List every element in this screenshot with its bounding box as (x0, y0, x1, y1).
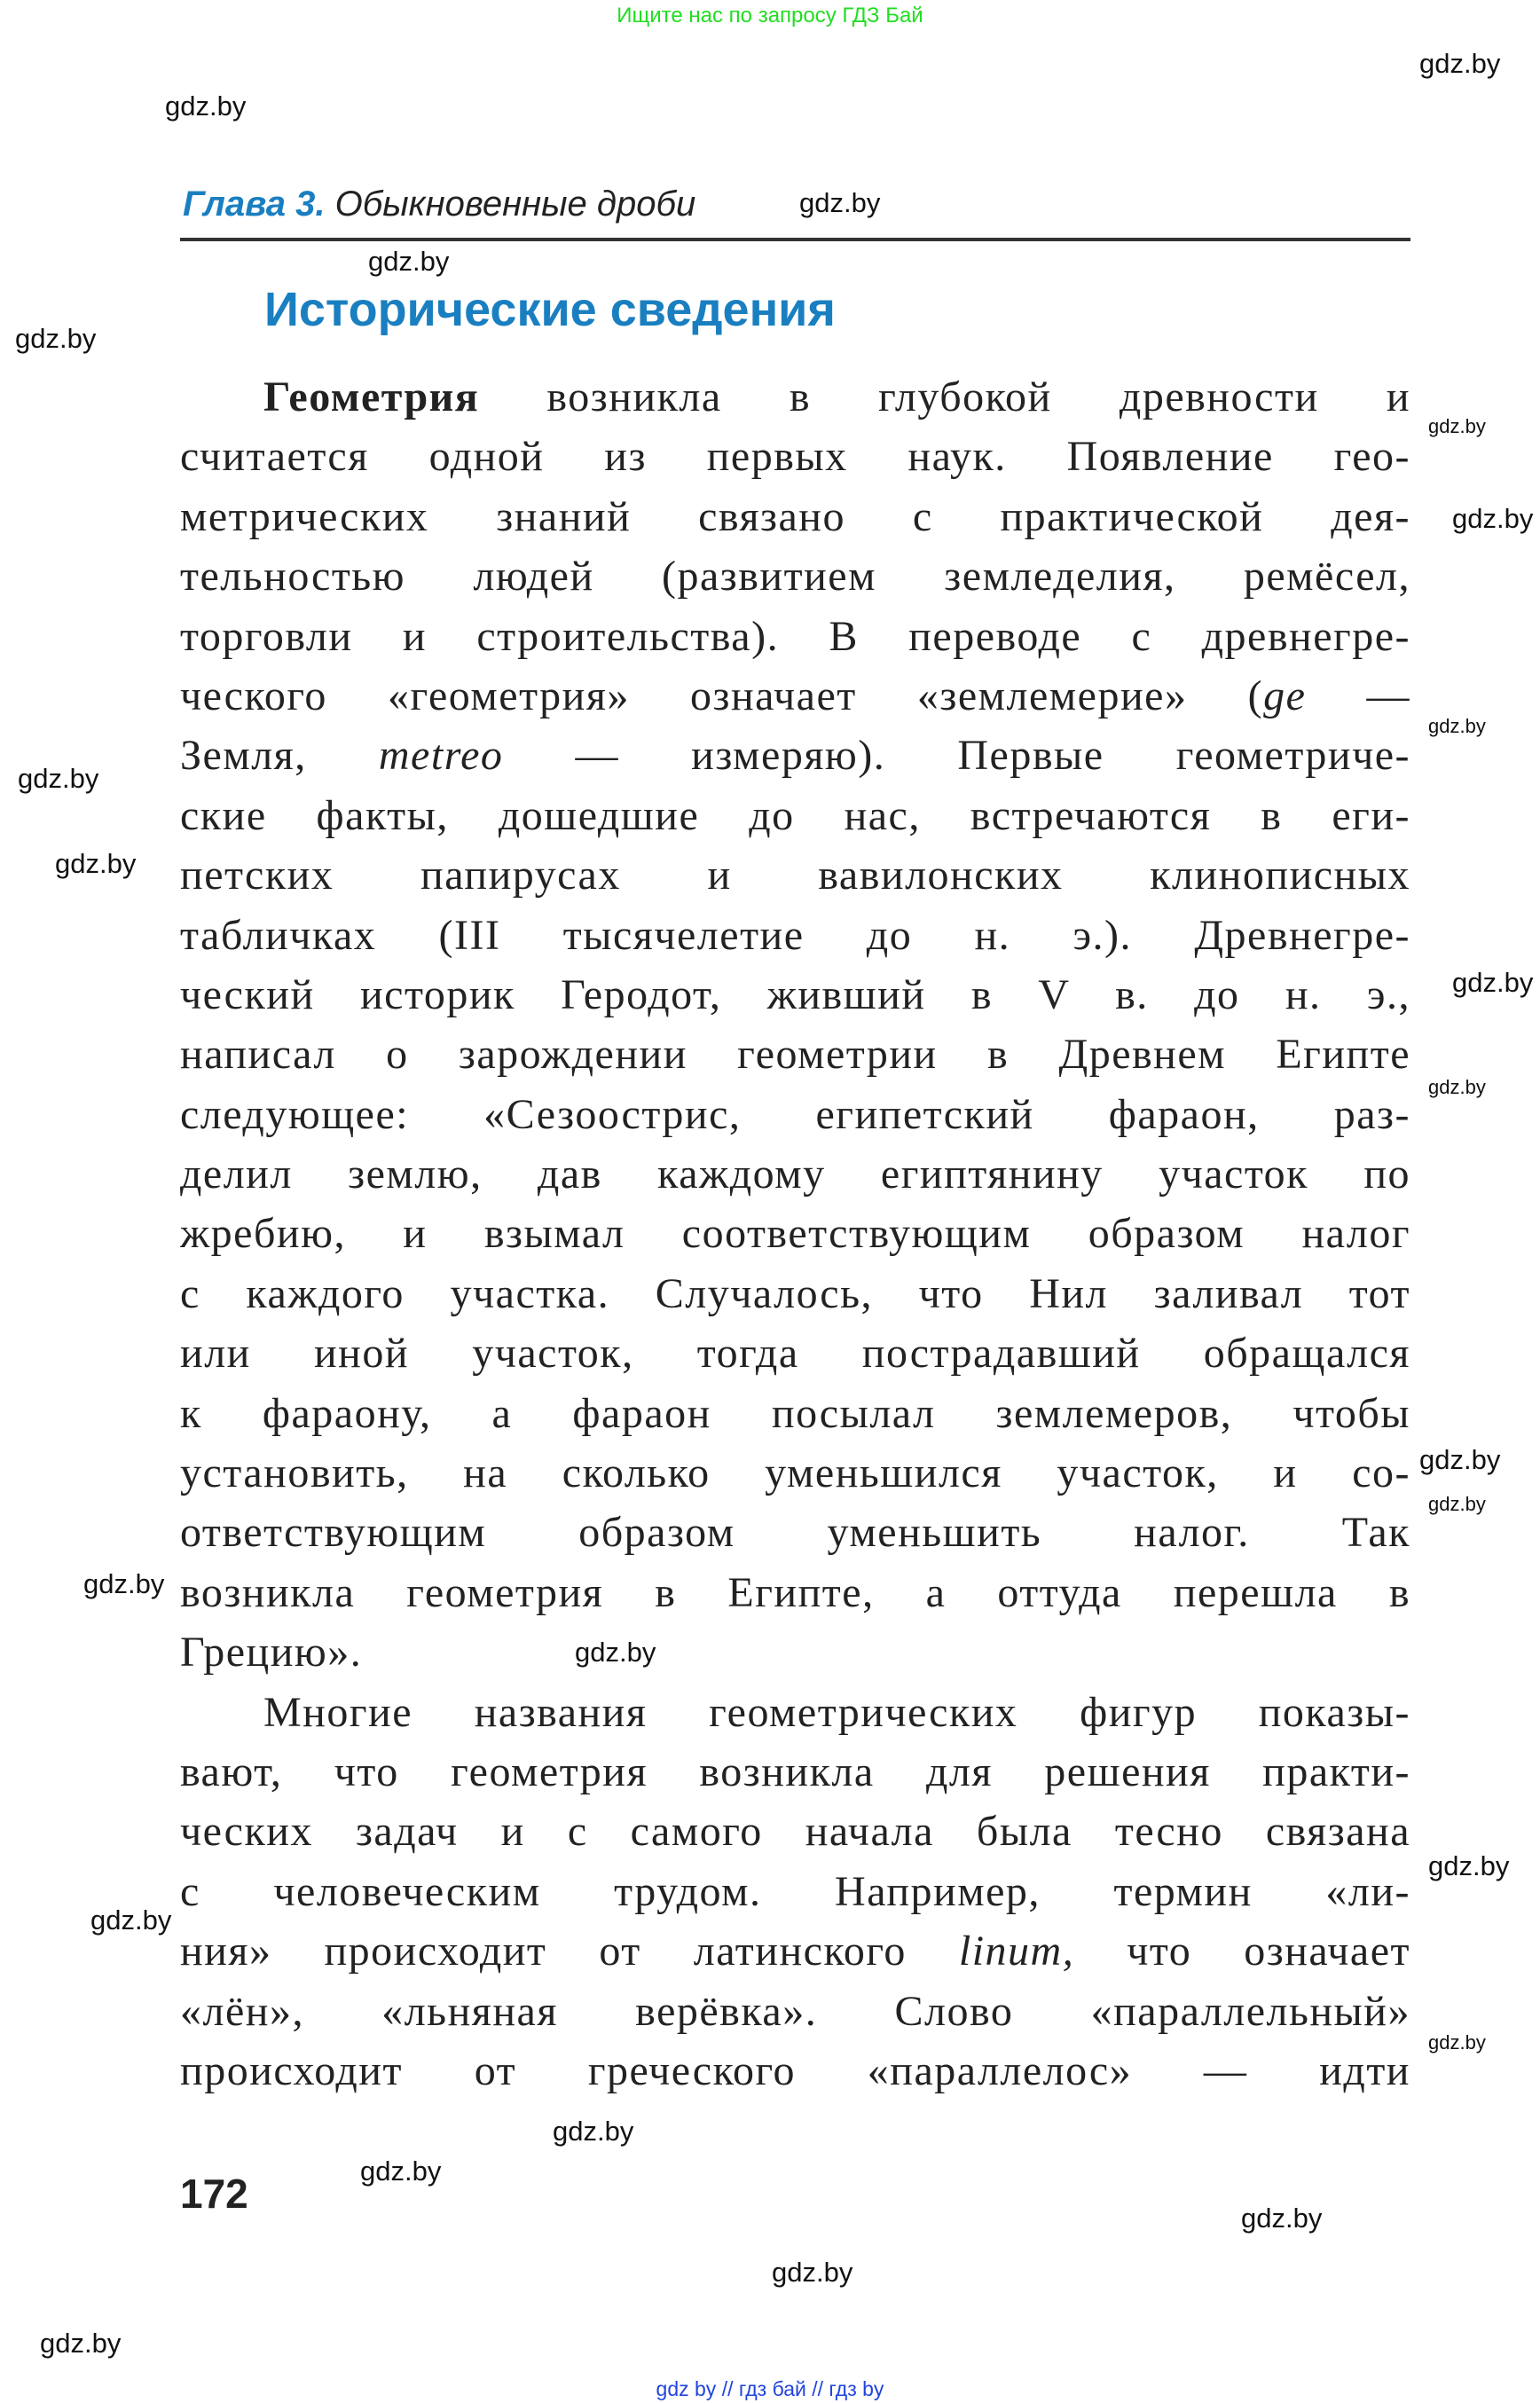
watermark: gdz.by (360, 2156, 442, 2187)
watermark: gdz.by (1452, 967, 1534, 998)
text-line (180, 1204, 1410, 1263)
watermark: gdz.by (1419, 48, 1501, 79)
text-run: вают, что геометрия возникла для решения практи- (180, 1747, 1410, 1795)
watermark: gdz.by (18, 763, 99, 794)
watermark: gdz.by (90, 1904, 172, 1936)
text-line (180, 1622, 1410, 1682)
text-line (180, 1683, 1410, 1742)
body-text (180, 367, 1410, 2101)
text-run: к фараону, а фараон посылал землемеров, чтобы (180, 1389, 1410, 1437)
watermark: gdz.by (1428, 715, 1486, 737)
text-run: табличках (III тысячелетие до н. э.). Древнегре- (180, 911, 1410, 959)
text-run: — (1306, 671, 1410, 719)
watermark: gdz.by (1452, 503, 1534, 534)
top-banner-link[interactable]: Ищите нас по запросу ГДЗ Бай (617, 4, 923, 27)
watermark: gdz.by (368, 246, 450, 277)
text-line (180, 487, 1410, 546)
text-run: установить, на сколько уменьшился участок, и со- (180, 1449, 1410, 1497)
text-run: с человеческим трудом. Например, термин «ли- (180, 1867, 1410, 1915)
watermark: gdz.by (553, 2116, 634, 2147)
watermark: gdz.by (772, 2257, 853, 2288)
watermark: gdz.by (15, 323, 97, 354)
watermark: gdz.by (1428, 2031, 1486, 2054)
text-line (180, 1264, 1410, 1323)
bold-term: Геометрия (263, 373, 480, 420)
text-run: возникла в глубокой древности и (479, 373, 1410, 420)
text-run: ческого «геометрия» означает «землемерие» ( (180, 671, 1264, 719)
text-run: что означает (1074, 1928, 1410, 1975)
watermark: gdz.by (1241, 2203, 1323, 2234)
text-run: метрических знаний связано с практической дея- (180, 492, 1410, 540)
text-run: ческий историк Геродот, живший в V в. до н. э., (180, 970, 1410, 1018)
watermark: gdz.by (83, 1568, 165, 1599)
text-line (180, 1862, 1410, 1921)
text-run: Многие названия геометрических фигур показы- (263, 1688, 1410, 1736)
text-line (180, 1982, 1410, 2041)
text-line (180, 1085, 1410, 1144)
text-line (180, 2041, 1410, 2101)
text-line (180, 666, 1410, 726)
text-run: или иной участок, тогда пострадавший обращался (180, 1330, 1410, 1378)
text-line (180, 786, 1410, 845)
text-run: ские факты, дошедшие до нас, встречаются в еги- (180, 791, 1410, 839)
text-run: ответствующим образом уменьшить налог. Так (180, 1509, 1410, 1557)
page-number: 172 (180, 2171, 248, 2217)
watermark: gdz.by (575, 1637, 656, 1668)
text-line (180, 965, 1410, 1025)
bottom-banner-links[interactable]: gdz by // гдз бай // гдз by (656, 2377, 884, 2400)
italic-term: linum, (958, 1928, 1075, 1975)
text-line (180, 427, 1410, 486)
text-run: возникла геометрия в Египте, а оттуда перешла в (180, 1568, 1410, 1616)
header-divider (180, 238, 1410, 241)
text-run: с каждого участка. Случалось, что Нил заливал тот (180, 1269, 1410, 1317)
chapter-number: Глава 3. (183, 185, 326, 224)
text-run: жребию, и взымал соответствующим образом налог (180, 1210, 1410, 1258)
text-run: Земля, (180, 732, 379, 780)
watermark: gdz.by (1419, 1444, 1501, 1475)
watermark: gdz.by (165, 90, 247, 122)
text-line (180, 726, 1410, 785)
text-line (180, 1144, 1410, 1204)
italic-term: metreo (378, 732, 504, 780)
section-title: Исторические сведения (264, 283, 836, 336)
watermark: gdz.by (1428, 1493, 1486, 1515)
text-run: следующее: «Сезоострис, египетский фараон, раз- (180, 1090, 1410, 1138)
text-run: — измеряю). Первые геометриче- (503, 732, 1410, 780)
text-line (180, 1563, 1410, 1622)
text-line (180, 1323, 1410, 1383)
text-run: Грецию». (180, 1629, 363, 1677)
text-line (180, 1503, 1410, 1562)
watermark: gdz.by (1428, 415, 1486, 437)
text-run: ния» происходит от латинского (180, 1928, 959, 1975)
text-run: считается одной из первых наук. Появление гео- (180, 433, 1410, 481)
text-run: делил землю, дав каждому египтянину участок по (180, 1150, 1410, 1198)
running-header (183, 185, 695, 224)
text-run: ческих задач и с самого начала была тесно связана (180, 1808, 1410, 1856)
text-line (180, 845, 1410, 905)
text-run: происходит от греческого «параллелос» — идти (180, 2046, 1410, 2094)
watermark: gdz.by (55, 848, 137, 879)
text-line (180, 906, 1410, 965)
text-line (180, 1802, 1410, 1861)
text-line (180, 1443, 1410, 1503)
text-line (180, 546, 1410, 606)
text-line (180, 1742, 1410, 1802)
chapter-title: Обыкновенные дроби (325, 185, 696, 224)
text-line (180, 367, 1410, 427)
watermark: gdz.by (1428, 1850, 1510, 1881)
italic-term: ge (1263, 671, 1307, 719)
text-line (180, 1025, 1410, 1084)
text-line (180, 1384, 1410, 1443)
text-run: написал о зарождении геометрии в Древнем Египте (180, 1031, 1410, 1079)
text-run: петских папирусах и вавилонских клинописных (180, 852, 1410, 899)
watermark: gdz.by (1428, 1076, 1486, 1098)
text-line (180, 607, 1410, 666)
text-run: тельностью людей (развитием земледелия, ремёсел, (180, 553, 1410, 601)
text-run: торговли и строительства). В переводе с древнегре- (180, 612, 1410, 660)
watermark: gdz.by (799, 187, 881, 218)
text-line (180, 1921, 1410, 1981)
text-run: «лён», «льняная верёвка». Слово «параллельный» (180, 1987, 1410, 2035)
watermark: gdz.by (40, 2328, 122, 2359)
